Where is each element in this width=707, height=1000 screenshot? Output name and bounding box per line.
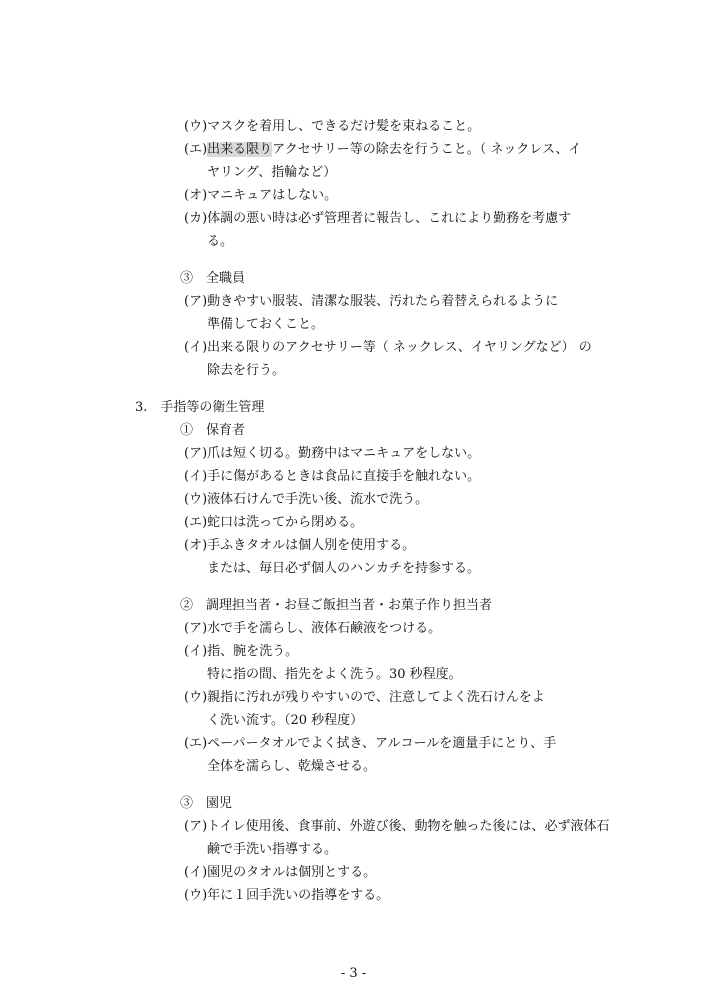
list-item-a-nails: (ア)爪は短く切る。勤務中はマニキュアをしない。	[184, 446, 481, 461]
list-item-e-accessory	[184, 141, 581, 159]
list-item-i-child-towel: (イ)園児のタオルは個別とする。	[184, 865, 377, 880]
list-item-e-paper-towel: (エ)ペーパータオルでよく拭き、アルコールを適量手にとり、手	[184, 736, 557, 751]
item-text: アクセサリー等の除去を行うこと。（ ネックレス、イ	[272, 142, 582, 157]
list-item-i-wash-fingers: (イ)指、腕を洗う。	[184, 644, 299, 659]
list-item-i-continuation: 除去を行う。	[207, 363, 286, 378]
list-item-u-instruction: (ウ)年に１回手洗いの指導をする。	[184, 888, 390, 903]
list-item-ka-health: (カ)体調の悪い時は必ず管理者に報告し、これにより勤務を考慮す	[184, 211, 572, 226]
highlighted-text: 出来る限り	[207, 142, 273, 157]
list-item-u-soap: (ウ)液体石けんで手洗い後、流水で洗う。	[184, 492, 429, 507]
list-item-u-mask: (ウ)マスクを着用し、できるだけ髪を束ねること。	[184, 119, 481, 134]
list-item-e-continuation: 全体を濡らし、乾燥させる。	[207, 759, 377, 774]
list-item-e-continuation: ヤリング、指輪など）	[207, 165, 337, 180]
subheading-cooking-staff: ② 調理担当者・お昼ご飯担当者・お菓子作り担当者	[180, 598, 493, 613]
list-item-a-continuation: 準備しておくこと。	[207, 317, 325, 332]
list-item-u-thumb: (ウ)親指に汚れが残りやすいので、注意してよく洗石けんをよ	[184, 690, 545, 705]
list-item-o-manicure: (オ)マニキュアはしない。	[184, 188, 338, 203]
list-item-a-wet-hands: (ア)水で手を濡らし、液体石鹸液をつける。	[184, 621, 442, 636]
list-item-a-clothing: (ア)動きやすい服装、清潔な服装、汚れたら着替えられるように	[184, 294, 559, 309]
list-item-i-wound: (イ)手に傷があるときは食品に直接手を触れない。	[184, 469, 481, 484]
section-heading-hand-hygiene: 3. 手指等の衛生管理	[135, 400, 265, 415]
list-item-o-continuation: または、毎日必ず個人のハンカチを持参する。	[207, 561, 481, 576]
list-item-e-faucet: (エ)蛇口は洗ってから閉める。	[184, 515, 364, 530]
subheading-nursery-staff: ① 保育者	[180, 423, 246, 438]
list-item-i-continuation: 特に指の間、指先をよく洗う。30 秒程度。	[207, 667, 462, 682]
list-item-o-towel: (オ)手ふきタオルは個人別を使用する。	[184, 538, 416, 553]
list-item-ka-continuation: る。	[207, 234, 234, 249]
item-prefix: (エ)	[184, 142, 208, 157]
subheading-all-staff: ③ 全職員	[180, 271, 246, 286]
subheading-children: ③ 園児	[180, 796, 233, 811]
list-item-a-continuation: 鹸で手洗い指導する。	[207, 842, 338, 857]
list-item-u-continuation: く洗い流す。（20 秒程度）	[207, 713, 364, 728]
list-item-a-toilet: (ア)トイレ使用後、食事前、外遊び後、動物を触った後には、必ず液体石	[184, 819, 610, 834]
list-item-i-accessory: (イ)出来る限りのアクセサリー等（ ネックレス、イヤリングなど） の	[184, 340, 592, 355]
page-number: - 3 -	[340, 966, 367, 981]
